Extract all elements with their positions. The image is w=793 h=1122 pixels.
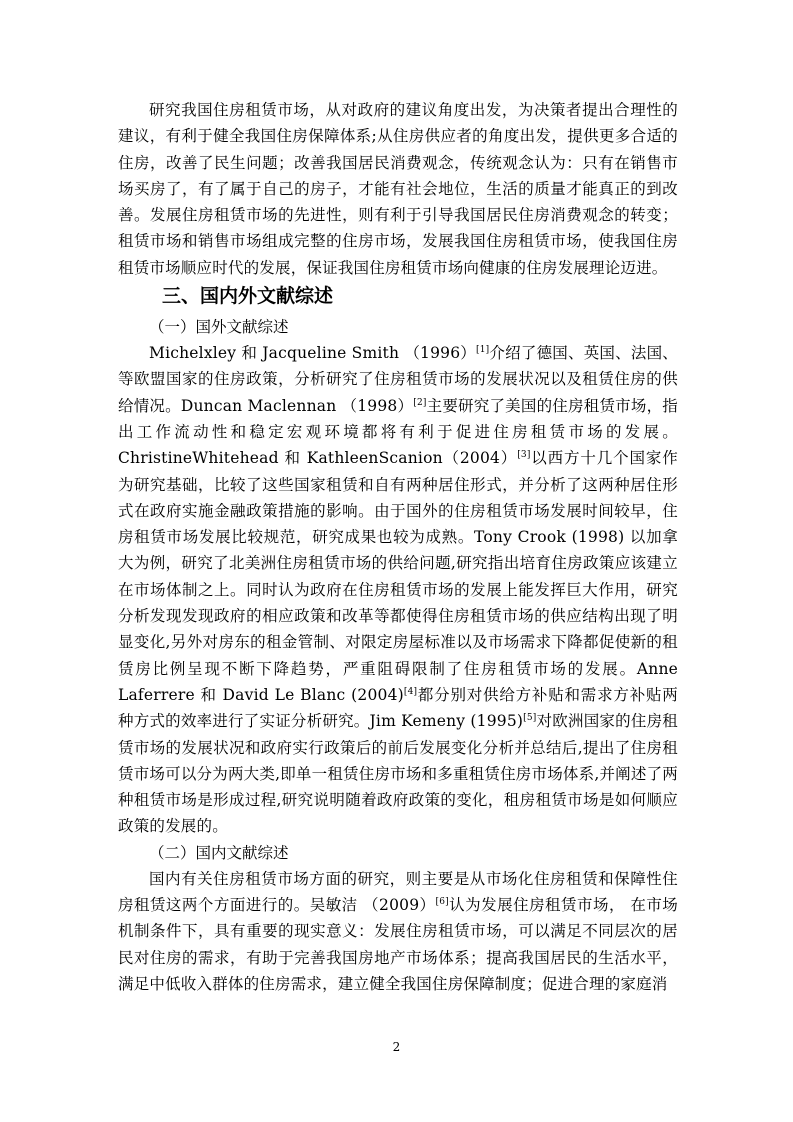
foreign-text-1: Michelxley 和 Jacqueline Smith （1996） [149,344,477,363]
citation-2: [2] [413,397,427,408]
citation-4: [4] [403,686,418,697]
foreign-text-6: 对欧洲国家的住房租赁市场的发展状况和政府实行政策后的前后发展变化分析并总结后,提出了住房租赁市场可以分为两大类,即单一租赁住房市场和多重租赁住房市场体系,并阐述了两种租赁市场是形成过程,研究说明随着政府政策的变化，租房租赁市场是如何顺应政策的发展的。 [118,712,678,836]
citation-5: [5] [523,713,537,724]
foreign-review-paragraph [118,340,678,840]
subsection-heading-domestic: （二）国内文献综述 [149,843,289,862]
foreign-text-2: 介绍了德国、英国、法国、等欧盟国家的住房政策，分析研究了住房租赁市场的发展状况以及租赁住房的供给情况。Duncan Maclennan （1998） [118,344,679,415]
foreign-text-4: 以西方十几个国家作为研究基础，比较了这些国家租赁和自有两种居住形式，并分析了这两种居住形式在政府实施金融政策措施的影响。由于国外的住房租赁市场发展时间较早，住房租赁市场发展比较规范，研究成果也较为成熟。Tony Crook (1998) 以加拿大为例，研究了北美洲住房租赁市场的供给问题,研究指出培育住房政策应该建立在市场体制之上。同时认为政府在住房租赁市场的发展上能发挥巨大作用，研究分析发现发现政府的相应政策和改革等都使得住房租赁市场的供应结构出现了明显变化,另外对房东的租金管制、对限定房屋标准以及市场需求下降都促使新的租赁房比例呈现不断下降趋势，严重阻碍限制了住房租赁市场的发展。Anne Laferrere 和 David Le Blanc (2004) [118,449,678,704]
section-heading: 三、国内外文献综述 [162,285,334,308]
foreign-text-3: 主要研究了美国的住房租赁市场，指出工作流动性和稳定宏观环境都将有利于促进住房租赁市场的发展。ChristineWhitehead 和 KathleenScanion（2004） [118,396,678,468]
citation-1: [1] [476,345,490,356]
domestic-text-2: 认为发展住房租赁市场， 在市场机制条件下，具有重要的现实意义：发展住房租赁市场，可以满足不同层次的居民对住房的需求，有助于完善我国房地产市场体系；提高我国居民的生活水平，满足中低收入群体的住房需求，建立健全我国住房保障制度；促进合理的家庭消 [118,896,678,993]
subsection-heading-foreign: （一）国外文献综述 [149,318,289,337]
citation-6: [6] [435,897,449,908]
intro-paragraph: 研究我国住房租赁市场，从对政府的建议角度出发，为决策者提出合理性的建议，有利于健全我国住房保障体系;从住房供应者的角度出发，提供更多合适的住房，改善了民生问题；改善我国居民消费观念，传统观念认为：只有在销售市场买房了，有了属于自己的房子，才能有社会地位，生活的质量才能真正的到改善。发展住房租赁市场的先进性，则有利于引导我国居民住房消费观念的转变；租赁市场和销售市场组成完整的住房市场，发展我国住房租赁市场，使我国住房租赁市场顺应时代的发展，保证我国住房租赁市场向健康的住房发展理论迈进。 [118,101,678,277]
foreign-text-5: 都分别对供给方补贴和需求方补贴两种方式的效率进行了实证分析研究。Jim Kemeny (1995) [118,685,678,731]
citation-3: [3] [517,450,531,461]
domestic-review-paragraph [118,866,678,997]
domestic-text-1: 国内有关住房租赁市场方面的研究，则主要是从市场化住房租赁和保障性住房租赁这两个方面进行的。吴敏洁 （2009） [118,869,678,915]
page-number: 2 [392,1040,401,1054]
page-content [118,90,678,997]
